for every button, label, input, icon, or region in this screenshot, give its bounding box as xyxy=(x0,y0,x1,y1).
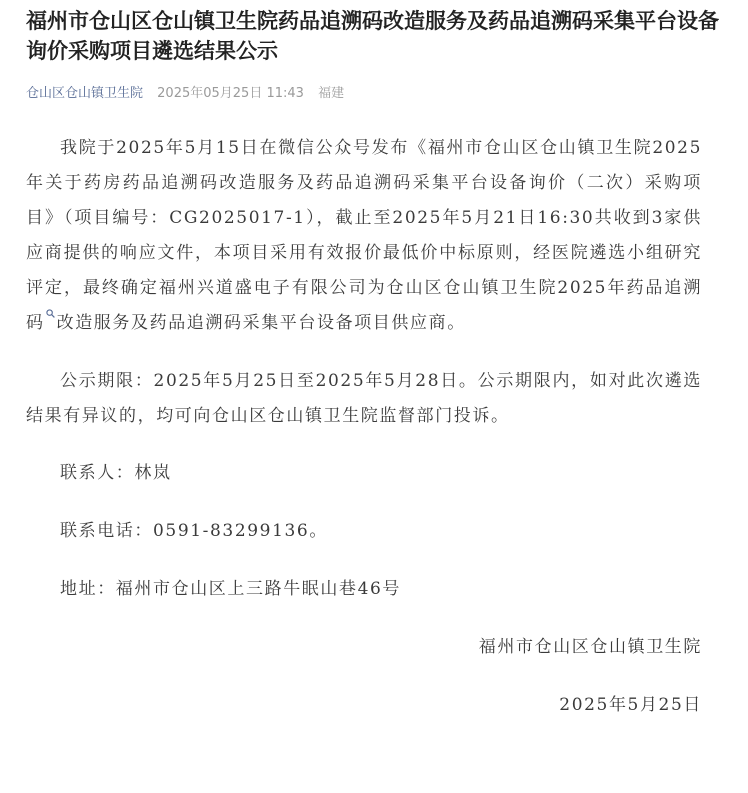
article-title: 福州市仓山区仓山镇卫生院药品追溯码改造服务及药品追溯码采集平台设备询价采购项目遴选结果公示 xyxy=(26,9,719,63)
contact-phone: 联系电话：0591-83299136。 xyxy=(60,521,328,541)
publish-time: 2025年05月25日 11:43 xyxy=(157,86,304,101)
account-name-link[interactable]: 仓山区仓山镇卫生院 xyxy=(26,86,144,101)
announcement-text-part1: 我院于2025年5月15日在微信公众号发布《福州市仓山区仓山镇卫生院2025年关于药房药品追溯码改造服务及药品追溯码采集平台设备询价（二次）采购项目》（项目编号：CG2025017-1），截止至2025年5月21日16:30共收到3家供应商提供的响应文件，本项目采用有效报价最低价中标原则，经医院遴选小组研究评定，最终确定福州兴道盛电子有限公司为仓山区仓山镇卫生院2025年药品追溯码 xyxy=(26,138,702,333)
search-icon[interactable] xyxy=(46,306,56,320)
signature-organization: 福州市仓山区仓山镇卫生院 xyxy=(478,637,702,657)
article-body xyxy=(26,131,702,723)
announcement-text-part2: 改造服务及药品追溯码采集平台设备项目供应商。 xyxy=(56,313,466,333)
announcement-paragraph xyxy=(26,131,702,341)
contact-person: 联系人：林岚 xyxy=(60,463,172,483)
address: 地址：福州市仓山区上三路牛眠山巷46号 xyxy=(60,579,402,599)
objection-period-paragraph: 公示期限：2025年5月25日至2025年5月28日。公示期限内，如对此次遴选结果有异议的，均可向仓山区仓山镇卫生院监督部门投诉。 xyxy=(26,371,702,426)
signature-date: 2025年5月25日 xyxy=(559,695,702,715)
publish-location: 福建 xyxy=(318,86,345,101)
article-meta xyxy=(26,84,354,104)
